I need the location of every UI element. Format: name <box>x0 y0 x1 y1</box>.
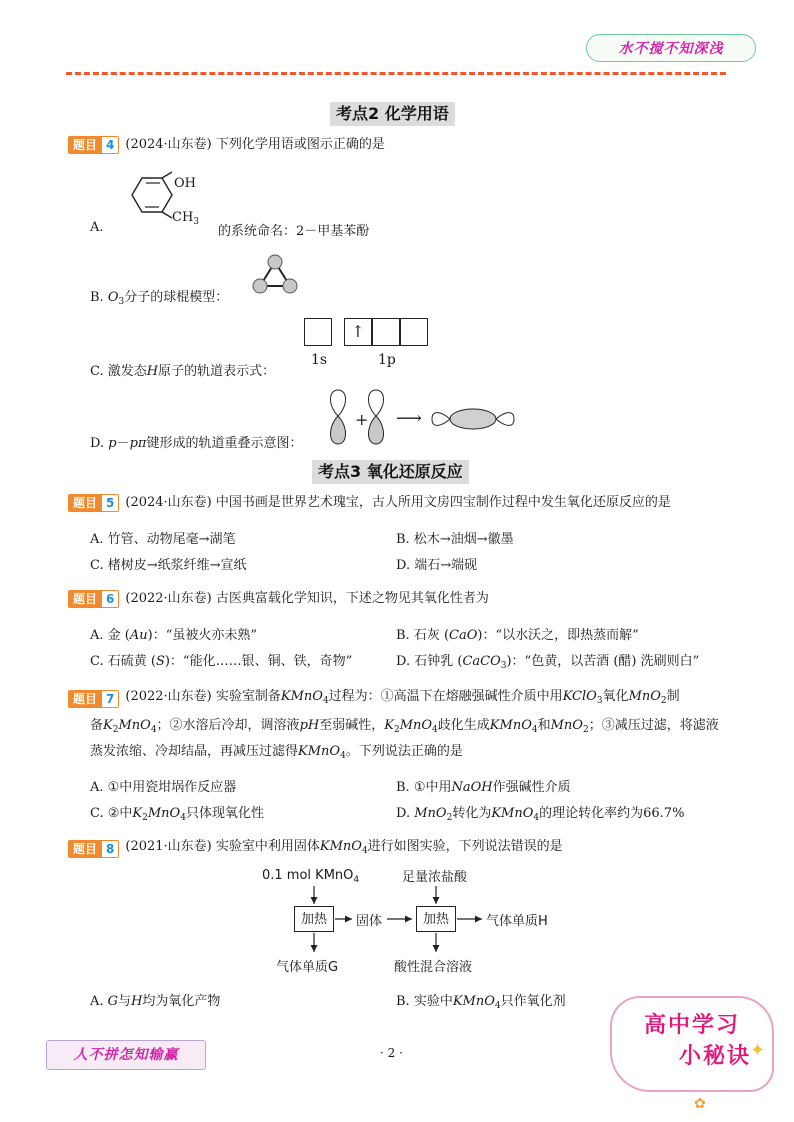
sparkle-icon: ✦ <box>750 1040 766 1061</box>
cresol-structure-icon <box>118 170 218 230</box>
flow-heat-box-2: 加热 <box>416 906 456 932</box>
flow-gas-g-label: 气体单质G <box>276 960 339 975</box>
q8-option-b: B. 实验中KMnO$_4$只作氧化剂 <box>396 994 566 1011</box>
q7-option-d: D. MnO$_2$转化为KMnO$_4$的理论转化率约为66.7% <box>396 806 685 823</box>
orbital-1p-box-2 <box>372 318 400 346</box>
orbital-1p-label: 1p <box>378 352 396 368</box>
flow-mix-label: 酸性混合溶液 <box>394 960 473 975</box>
q7-option-b: B. ①中用NaOH作强碱性介质 <box>396 780 571 795</box>
option-a-label: A. <box>90 220 104 235</box>
ch3-label: $CH_3$ <box>172 210 200 227</box>
flow-solid-label: 固体 <box>356 914 383 929</box>
orbital-1s-label: 1s <box>311 352 328 368</box>
pi-bond-overlap-icon <box>428 404 518 434</box>
question-7-stem-line-1: 题目 7 (2022·山东卷) 实验室制备KMnO$_4$过程为：①高温下在熔融强碱性介质中用KClO$_3$氧化MnO$_2$制 <box>68 688 680 710</box>
q5-option-b: B. 松木→油烟→徽墨 <box>396 532 514 547</box>
orbital-1p-box-3 <box>400 318 428 346</box>
q5-option-a: A. 竹管、动物尾毫→湖笔 <box>90 532 236 547</box>
flow-gas-h-label: 气体单质H <box>486 914 548 929</box>
section-title-2: 考点2 化学用语 <box>330 102 455 126</box>
q5-option-c: C. 楮树皮→纸浆纤维→宣纸 <box>90 558 247 573</box>
question-6-stem: 题目 6 (2022·山东卷) 古医典富载化学知识，下述之物见其氧化性者为 <box>68 590 489 609</box>
question-badge: 题目 5 <box>68 494 119 512</box>
study-tips-stamp-logo: 高中学习 小秘诀 <box>610 996 774 1092</box>
ozone-ball-stick-icon <box>246 252 304 298</box>
question-badge: 题目 8 <box>68 840 119 858</box>
orbital-1p-box-1: ↑ <box>344 318 372 346</box>
orbital-1s-box <box>304 318 332 346</box>
flow-arrows <box>250 880 510 960</box>
question-4-stem: 题目 4 (2024·山东卷) 下列化学用语或图示正确的是 <box>68 136 385 155</box>
footer-motto: 人不拼怎知输赢 <box>46 1040 206 1070</box>
option-c-text: C. 激发态H原子的轨道表示式： <box>90 364 276 379</box>
flow-heat-box-1: 加热 <box>294 906 334 932</box>
page-number: · 2 · <box>380 1046 403 1060</box>
question-badge: 题目 4 <box>68 136 119 154</box>
question-8-stem: 题目 8 (2021·山东卷) 实验室中利用固体KMnO$_4$进行如图实验，下列说法错误的是 <box>68 838 563 860</box>
q6-option-a: A. 金 (Au)：“虽被火亦未熟” <box>90 628 257 643</box>
question-7-stem-line-2: 备$K_2MnO_4$；②水溶后冷却，调溶液pH至弱碱性，$K_2MnO_4$歧化生成KMnO$_4$和MnO$_2$；③减压过滤，将滤液 <box>90 718 719 735</box>
question-7-stem-line-3: 蒸发浓缩、冷却结晶，再减压过滤得KMnO$_4$。下列说法正确的是 <box>90 744 463 761</box>
q7-option-c: C. ②中$K_2MnO_4$只体现氧化性 <box>90 806 264 823</box>
option-a-text: 的系统命名：2－甲基苯酚 <box>218 224 370 239</box>
question-badge: 题目 6 <box>68 590 119 608</box>
flow-acid-label: 足量浓盐酸 <box>402 870 468 885</box>
q5-option-d: D. 端石→端砚 <box>396 558 478 573</box>
header-motto: 水不搅不知深浅 <box>586 34 756 62</box>
option-d-text: D. p－pπ键形成的轨道重叠示意图： <box>90 436 303 451</box>
q7-option-a: A. ①中用瓷坩埚作反应器 <box>90 780 237 795</box>
q8-option-a: A. G与H均为氧化产物 <box>90 994 221 1009</box>
oh-label: OH <box>174 176 196 191</box>
q6-option-d: D. 石钟乳 (CaCO$_3$)：“色黄，以苦酒 (醋) 洗刷则白” <box>396 654 700 671</box>
flower-icon: ✿ <box>694 1096 706 1112</box>
section-title-3: 考点3 氧化还原反应 <box>312 460 469 484</box>
header-divider <box>66 72 726 75</box>
plus-sign: + <box>355 410 369 429</box>
q6-option-b: B. 石灰 (CaO)：“以水沃之，即热蒸而解” <box>396 628 639 643</box>
question-5-stem: 题目 5 (2024·山东卷) 中国书画是世界艺术瑰宝，古人所用文房四宝制作过程中发生氧化还原反应的是 <box>68 494 671 513</box>
q6-option-c: C. 石硫黄 (S)：“能化……银、铜、铁，奇物” <box>90 654 353 669</box>
flow-start-label: 0.1 mol KMnO$_4$ <box>262 868 360 885</box>
reaction-arrow: ⟶ <box>396 408 422 429</box>
question-badge: 题目 7 <box>68 690 119 708</box>
option-b-text: B. $O_3$分子的球棍模型： <box>90 290 229 307</box>
